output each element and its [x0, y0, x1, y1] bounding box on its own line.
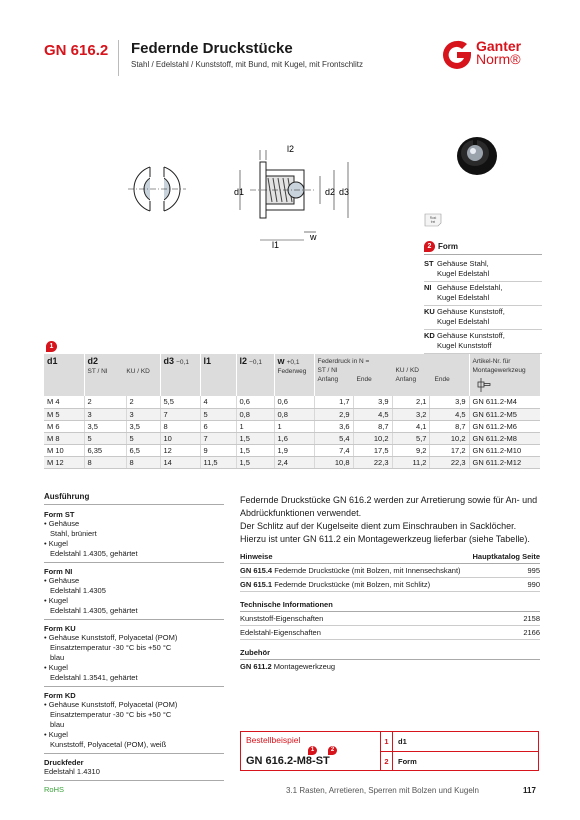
table-cell: 22,3 [353, 456, 392, 468]
tool-icon [477, 376, 491, 394]
order-row-1: 1 d1 [381, 732, 538, 751]
table-cell: 3,2 [392, 408, 430, 420]
table-cell: 1,7 [314, 396, 353, 408]
hinweise-header: Hinweise Hauptkatalog Seite [240, 552, 540, 564]
table-cell: 5 [84, 432, 126, 444]
description-p2: Der Schlitz auf der Kugelseite dient zum Einschrauben in Sacklöcher. Hierzu ist unter GN 611.2 ein Montagewerkzeug lieferbar (siehe Tabelle). [240, 521, 530, 544]
hinweis-row: GN 615.1 Federnde Druckstücke (mit Bolzen, mit Schlitz) 990 [240, 578, 540, 592]
technical-drawing [120, 140, 360, 250]
table-cell: GN 611.2-M10 [469, 444, 540, 456]
table-cell: M 6 [44, 420, 84, 432]
table-cell: 11,2 [392, 456, 430, 468]
hinweis-row: GN 615.4 Federnde Druckstücke (mit Bolzen, mit Innensechskant) 995 [240, 564, 540, 578]
footer-section-text: 3.1 Rasten, Arretieren, Sperren mit Bolzen und Kugeln [286, 786, 479, 795]
table-cell: 1,5 [236, 432, 274, 444]
table-cell: 1,5 [236, 456, 274, 468]
table-cell: 5,7 [392, 432, 430, 444]
table-cell: M 12 [44, 456, 84, 468]
product-photo [452, 130, 502, 180]
spec-table: d1 d2 ST / NI KU / KD d3 −0,1 l1 l2 −0,1 w +0,1 Federweg Federdruck in N = ST / NI KU / KD Anfang Ende Anfang Ende Artikel-Nr. für Montagewerkzeug M 4 2 2 5,5 4 0,6 0,6 1,7 3,9 2,1 3,9 GN 611.2-M4 M 5 3 3 7 5 0,8 0,8 2,9 4,5 3,2 4,5 GN 611.2-M5 M 6 3,5 3,5 8 6 1 1 3,6 8,7 4,1 8,7 GN 611.2-M6 M 8 5 5 10 7 1,5 1,6 5,4 10,2 5,7 10,2 GN 611.2-M8 M 10 6,35 6,5 12 9 1,5 1,9 7,4 17,5 9,2 17,2 GN 611.2-M10 M 12 8 8 14 11,5 1,5 2,4 10,8 22,3 11,2 22,3 GN 611.2-M12 [44, 354, 540, 469]
table-cell: 7,4 [314, 444, 353, 456]
table-row [44, 444, 540, 456]
form-section-title: Form [438, 242, 458, 251]
table-cell: 8 [160, 420, 200, 432]
dim-w-label: w [310, 232, 317, 242]
table-row [44, 420, 540, 432]
table-cell: GN 611.2-M5 [469, 408, 540, 420]
table-cell: 3,5 [126, 420, 160, 432]
table-cell: 3,9 [353, 396, 392, 408]
table-cell: 2,9 [314, 408, 353, 420]
page-number: 117 [523, 786, 536, 795]
dim-d2-label: d2 [325, 187, 336, 197]
table-cell: 0,6 [274, 396, 314, 408]
dim-d1-label: d1 [234, 187, 245, 197]
table-cell: 2 [84, 396, 126, 408]
table-cell: 8,7 [430, 420, 469, 432]
order-marker-2: 2 [328, 746, 337, 755]
table-cell: 3 [126, 408, 160, 420]
form-list [424, 258, 542, 354]
table-cell: M 10 [44, 444, 84, 456]
dim-l2-label: l2 [287, 144, 295, 154]
table-cell: 10 [160, 432, 200, 444]
form-key: KU [424, 307, 435, 316]
zubehoer-row: GN 611.2 Montagewerkzeug [240, 662, 336, 671]
logo-norm: Norm® [476, 51, 521, 67]
technik-row: Edelstahl-Eigenschaften 2166 [240, 626, 540, 640]
table-cell: 2,1 [392, 396, 430, 408]
table-cell: 5,4 [314, 432, 353, 444]
table-cell: 0,8 [236, 408, 274, 420]
table-cell: M 8 [44, 432, 84, 444]
table-cell: M 5 [44, 408, 84, 420]
form-ku-title: Form KU [44, 624, 76, 633]
table-cell: 4 [200, 396, 236, 408]
table-cell: 17,5 [353, 444, 392, 456]
order-example-box [240, 731, 539, 771]
form-marker-badge: 2 [424, 241, 435, 252]
table-cell: 4,1 [392, 420, 430, 432]
form-key: KD [424, 331, 435, 340]
table-cell: 0,8 [274, 408, 314, 420]
form-item-kd: KD Gehäuse Kunststoff, Kugel Kunststoff [424, 330, 542, 354]
table-cell: 0,6 [236, 396, 274, 408]
table-row [44, 396, 540, 408]
table-row [44, 456, 540, 468]
table-cell: 12 [160, 444, 200, 456]
table-cell: 7 [160, 408, 200, 420]
ausfuehrung-title: Ausführung [44, 492, 224, 505]
form-item-ku: KU Gehäuse Kunststoff, Kugel Edelstahl [424, 306, 542, 330]
form-st-title: Form ST [44, 510, 75, 519]
table-cell: 4,5 [353, 408, 392, 420]
header-divider [118, 40, 119, 76]
table-cell: 2 [126, 396, 160, 408]
table-cell: 6,35 [84, 444, 126, 456]
table-cell: 4,5 [430, 408, 469, 420]
table-cell: 14 [160, 456, 200, 468]
table-cell: 2,4 [274, 456, 314, 468]
table-cell: 10,2 [430, 432, 469, 444]
form-item-st: ST Gehäuse Stahl, Kugel Edelstahl [424, 258, 542, 282]
table-cell: 22,3 [430, 456, 469, 468]
brand-logo [476, 40, 521, 66]
table-cell: 5 [126, 432, 160, 444]
svg-text:frei: frei [430, 220, 436, 224]
form-key: NI [424, 283, 432, 292]
table-row [44, 432, 540, 444]
table-cell: 17,2 [430, 444, 469, 456]
table-cell: 8 [126, 456, 160, 468]
form-key: ST [424, 259, 434, 268]
ausfuehrung-section: Ausführung Form ST • Gehäuse Stahl, brüniert • Kugel Edelstahl 1.4305, gehärtet Form NI • Gehäuse Edelstahl 1.4305 • Kugel Edelstahl 1.4305, gehärtet Form KU • Gehäuse Kunststoff, Polyacetal (POM) Einsatztemperatur -30 °C bis +50 °C blau • Kugel Edelstahl 1.3541, gehärtet Form KD • Gehäuse Kunststoff, Polyacetal (POM) Einsatztemperatur -30 °C bis +50 °C blau • Kugel Kunststoff, Polyacetal (POM), weiß Druckfeder Edelstahl 1.4310 RoHS [44, 492, 224, 794]
table-marker-badge: 1 [46, 341, 57, 352]
table-cell: 11,5 [200, 456, 236, 468]
page-title: Federnde Druckstücke [131, 40, 293, 57]
form-kd-title: Form KD [44, 691, 76, 700]
table-cell: 8,7 [353, 420, 392, 432]
table-cell: 6 [200, 420, 236, 432]
order-code: GN 616.2-M8-ST [246, 755, 330, 767]
form-divider [424, 254, 542, 255]
form-ni-title: Form NI [44, 567, 73, 576]
table-cell: GN 611.2-M6 [469, 420, 540, 432]
rost-frei-stamp-icon [424, 213, 442, 227]
rohs-label: RoHS [44, 785, 65, 794]
table-cell: GN 611.2-M8 [469, 432, 540, 444]
table-cell: 7 [200, 432, 236, 444]
logo-name: Ganter [476, 38, 522, 54]
technik-row: Kunststoff-Eigenschaften 2158 [240, 612, 540, 626]
table-cell: 9,2 [392, 444, 430, 456]
dim-l1-label: l1 [272, 240, 280, 250]
table-cell: 5 [200, 408, 236, 420]
table-cell: 3,9 [430, 396, 469, 408]
ganter-logo-icon [440, 38, 474, 72]
table-cell: 1,5 [236, 444, 274, 456]
dim-d3-label: d3 [339, 187, 350, 197]
table-cell: 3,6 [314, 420, 353, 432]
front-view [128, 164, 186, 214]
table-cell: GN 611.2-M12 [469, 456, 540, 468]
table-cell: 1 [236, 420, 274, 432]
page-subtitle: Stahl / Edelstahl / Kunststoff, mit Bund, mit Kugel, mit Frontschlitz [131, 60, 363, 69]
table-cell: M 4 [44, 396, 84, 408]
table-cell: 6,5 [126, 444, 160, 456]
order-title: Bestellbeispiel [246, 735, 301, 745]
form-item-ni: NI Gehäuse Edelstahl, Kugel Edelstahl [424, 282, 542, 306]
table-row [44, 408, 540, 420]
zubehoer-header: Zubehör [240, 648, 540, 660]
table-cell: 1 [274, 420, 314, 432]
table-cell: GN 611.2-M4 [469, 396, 540, 408]
table-cell: 10,8 [314, 456, 353, 468]
description-section [240, 494, 540, 673]
table-cell: 9 [200, 444, 236, 456]
table-cell: 5,5 [160, 396, 200, 408]
product-code: GN 616.2 [44, 42, 109, 59]
order-marker-1: 1 [308, 746, 317, 755]
table-cell: 3,5 [84, 420, 126, 432]
table-cell: 1,6 [274, 432, 314, 444]
order-row-2: 2 Form [381, 751, 538, 770]
table-cell: 1,9 [274, 444, 314, 456]
technik-header: Technische Informationen [240, 600, 540, 612]
table-cell: 10,2 [353, 432, 392, 444]
svg-text:Rost: Rost [429, 216, 437, 220]
description-p1: Federnde Druckstücke GN 616.2 werden zur Arretierung sowie für An- und Abdrückfunktionen verwendet. [240, 495, 538, 518]
table-cell: 3 [84, 408, 126, 420]
table-cell: 8 [84, 456, 126, 468]
druckfeder-title: Druckfeder [44, 758, 84, 767]
